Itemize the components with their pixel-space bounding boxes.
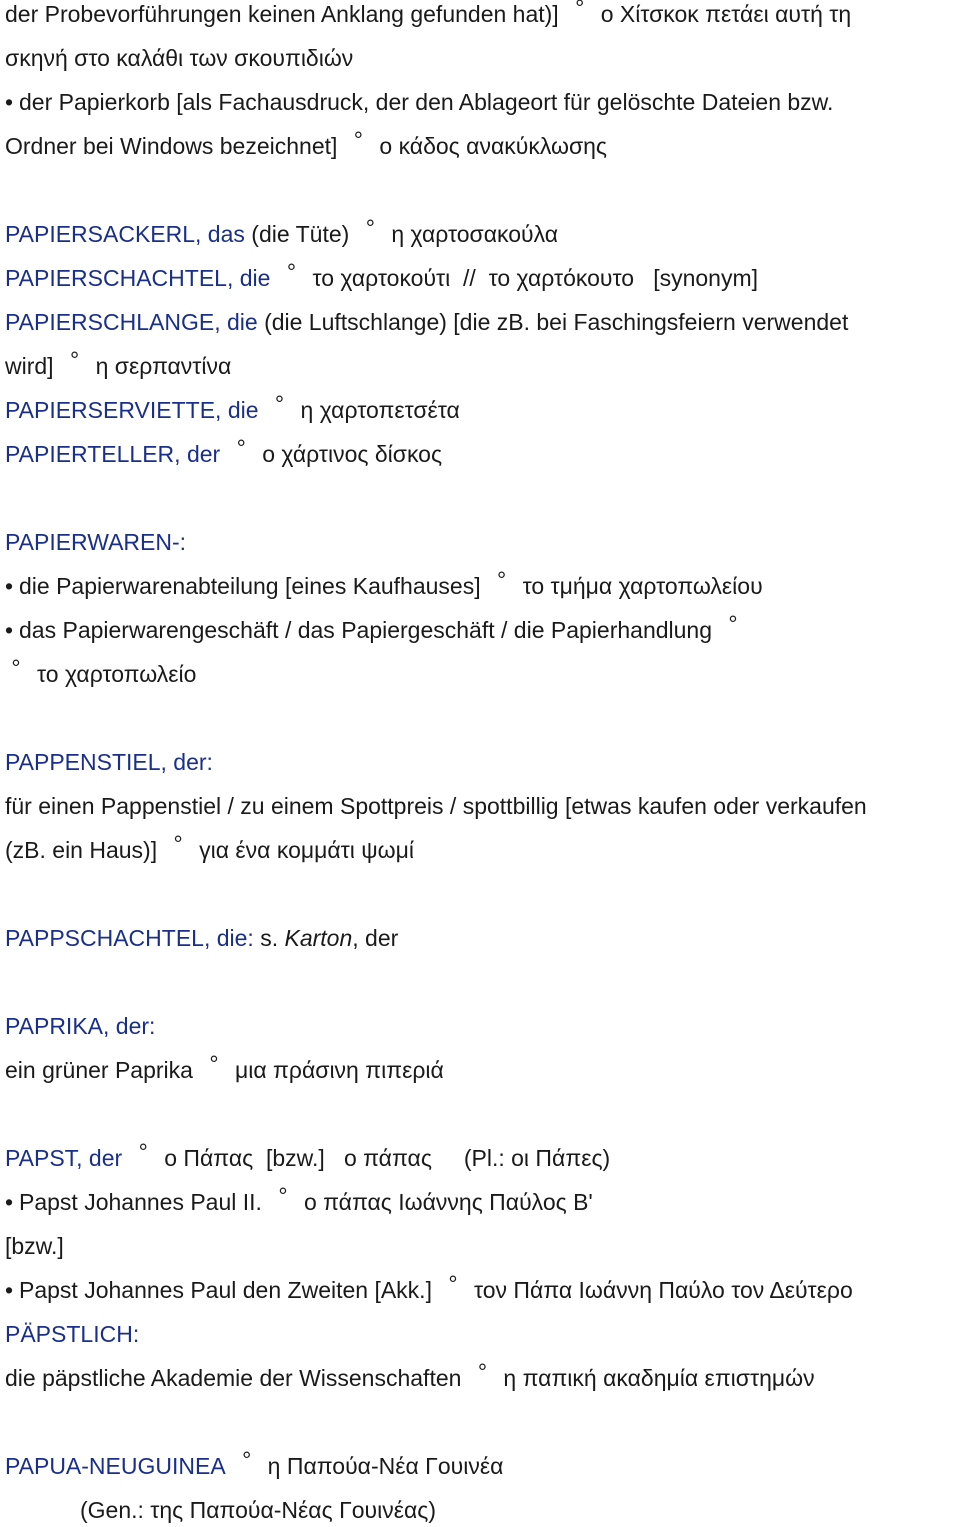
german-text: (die Luftschlange) [die zB. bei Faschingsfeiern verwendet — [264, 309, 849, 335]
separator-icon — [442, 1270, 464, 1298]
headword: PÄPSTLICH: — [5, 1321, 140, 1347]
headword: PAPIERSCHLANGE, die — [5, 309, 258, 335]
separator-icon — [167, 830, 189, 858]
headword: PAPIERTELLER, der — [5, 441, 221, 467]
entry-line — [80, 1496, 436, 1524]
cross-reference: Karton — [284, 925, 353, 951]
headword: PAPPSCHACHTEL, die: — [5, 925, 254, 951]
greek-text: το χαρτοκούτι // το χαρτόκουτο [synonym] — [312, 265, 759, 291]
german-text: für einen Pappenstiel / zu einem Spottpreis / spottbillig [etwas kaufen oder verkaufen — [5, 793, 867, 819]
bullet-icon: • — [5, 1189, 14, 1215]
german-text: die päpstliche Akademie der Wissenschaften — [5, 1365, 462, 1391]
separator-icon — [347, 126, 369, 154]
entry-line — [5, 1364, 815, 1392]
entry-pappschachtel — [5, 924, 398, 952]
german-text: wird] — [5, 353, 54, 379]
greek-text: η σερπαντίνα — [95, 353, 232, 379]
separator-icon — [491, 566, 513, 594]
entry-paprika — [5, 1012, 155, 1040]
german-text: das Papierwarengeschäft / das Papiergeschäft / die Papierhandlung — [19, 617, 713, 643]
greek-text: τον Πάπα Ιωάννη Παύλο τον Δεύτερο — [473, 1277, 853, 1303]
german-text: der Papierkorb [als Fachausdruck, der den Ablageort für gelöschte Dateien bzw. — [19, 89, 834, 115]
entry-pappenstiel — [5, 748, 213, 776]
headword: PAPIERSACKERL, das — [5, 221, 245, 247]
greek-text: ο χάρτινος δίσκος — [262, 441, 443, 467]
separator-icon — [5, 654, 27, 682]
entry-paepstlich — [5, 1320, 139, 1348]
headword: PAPIERWAREN-: — [5, 529, 187, 555]
bullet-icon: • — [5, 1277, 14, 1303]
entry-line — [5, 0, 851, 28]
german-text: (die Tüte) — [251, 221, 350, 247]
headword: PAPUA-NEUGUINEA — [5, 1453, 226, 1479]
separator-icon — [471, 1358, 493, 1386]
headword: PAPIERSCHACHTEL, die — [5, 265, 271, 291]
entry-line — [5, 1188, 593, 1216]
greek-text: ο πάπας Ιωάννης Παύλος Β' — [303, 1189, 593, 1215]
separator-icon — [230, 434, 252, 462]
entry-papierteller — [5, 440, 442, 468]
german-text: die Papierwarenabteilung [eines Kaufhauses] — [19, 573, 481, 599]
headword: PAPPENSTIEL, der: — [5, 749, 213, 775]
entry-papst — [5, 1144, 610, 1172]
greek-text: ο Πάπας [bzw.] ο πάπας (Pl.: οι Πάπες) — [164, 1145, 611, 1171]
entry-line — [5, 572, 763, 600]
german-text: Papst Johannes Paul II. — [19, 1189, 262, 1215]
greek-text: για ένα κομμάτι ψωμί — [199, 837, 414, 863]
german-text: [bzw.] — [5, 1233, 64, 1259]
german-text: , der — [352, 925, 399, 951]
greek-text: το τμήμα χαρτοπωλείου — [522, 573, 763, 599]
greek-text: ο κάδος ανακύκλωσης — [379, 133, 608, 159]
greek-text: η χαρτοπετσέτα — [300, 397, 460, 423]
greek-text: η Παπούα-Νέα Γουινέα — [267, 1453, 504, 1479]
greek-text: η χαρτοσακούλα — [391, 221, 559, 247]
entry-line — [5, 132, 607, 160]
entry-papierschachtel — [5, 264, 758, 292]
separator-icon — [132, 1138, 154, 1166]
german-text: der Probevorführungen keinen Anklang gefunden hat)] — [5, 1, 559, 27]
greek-text: το χαρτοπωλείο — [37, 661, 197, 687]
entry-papiersackerl — [5, 220, 558, 248]
entry-papierserviette — [5, 396, 460, 424]
separator-icon — [359, 214, 381, 242]
headword: PAPRIKA, der: — [5, 1013, 156, 1039]
german-text: Ordner bei Windows bezeichnet] — [5, 133, 338, 159]
separator-icon — [64, 346, 86, 374]
separator-icon — [203, 1050, 225, 1078]
separator-icon — [722, 610, 744, 638]
separator-icon — [269, 390, 291, 418]
entry-line — [5, 1232, 64, 1260]
separator-icon — [272, 1182, 294, 1210]
entry-papierwaren — [5, 528, 186, 556]
entry-line — [5, 616, 754, 644]
german-text: Papst Johannes Paul den Zweiten [Akk.] — [19, 1277, 432, 1303]
greek-text: (Gen.: της Παπούα-Νέας Γουινέας) — [80, 1497, 437, 1523]
entry-line — [5, 792, 867, 820]
entry-line — [5, 1056, 444, 1084]
greek-text: ο Χίτσκοκ πετάει αυτή τη — [600, 1, 852, 27]
bullet-icon: • — [5, 89, 14, 115]
separator-icon — [280, 258, 302, 286]
headword: PAPIERSERVIETTE, die — [5, 397, 259, 423]
entry-line — [5, 88, 833, 116]
entry-line — [5, 660, 196, 688]
german-text: (zB. ein Haus)] — [5, 837, 158, 863]
german-text: s. — [260, 925, 279, 951]
separator-icon — [236, 1446, 258, 1474]
headword: PAPST, der — [5, 1145, 123, 1171]
entry-line — [5, 44, 353, 72]
greek-text: σκηνή στο καλάθι των σκουπιδιών — [5, 45, 354, 71]
bullet-icon: • — [5, 573, 14, 599]
entry-papierschlange — [5, 308, 848, 336]
separator-icon — [569, 0, 591, 22]
greek-text: η παπική ακαδημία επιστημών — [503, 1365, 815, 1391]
greek-text: μια πράσινη πιπεριά — [234, 1057, 444, 1083]
german-text: ein grüner Paprika — [5, 1057, 193, 1083]
entry-line — [5, 352, 231, 380]
entry-line — [5, 836, 414, 864]
bullet-icon: • — [5, 617, 14, 643]
entry-line — [5, 1276, 853, 1304]
entry-papua-neuguinea — [5, 1452, 503, 1480]
